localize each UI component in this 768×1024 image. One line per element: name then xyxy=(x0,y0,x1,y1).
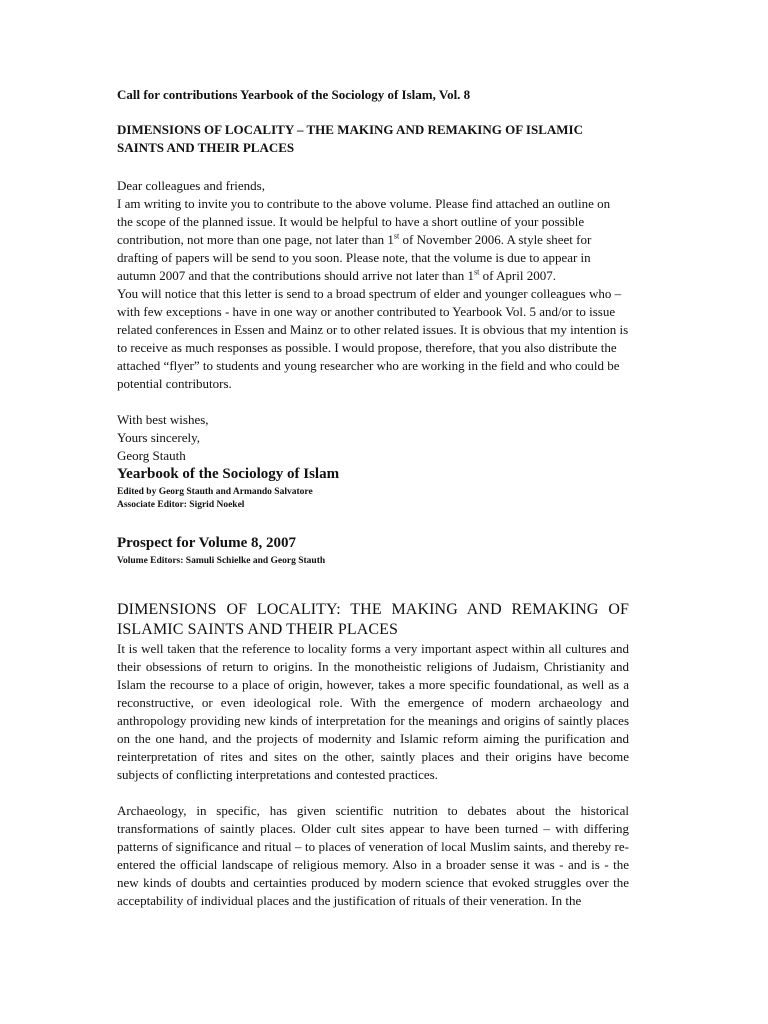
letter-body-2: You will notice that this letter is send to a broad spectrum of elder and younger colleagues who – with few exceptions - have in one way or another contributed to Yearbook Vol. 5 and/or to issue related conferences in Essen and Mainz or to other related issues. It is obvious that my intention is to receive as much responses as possible. I would propose, therefore, that you also distribute the attached “flyer” to students and young researcher who are working in the field and who could be potential contributors. xyxy=(117,286,629,391)
letter-body-1 xyxy=(117,195,629,285)
edited-by: Edited by Georg Stauth and Armando Salvatore xyxy=(117,487,313,497)
salutation: Dear colleagues and friends, xyxy=(117,178,265,193)
letter-body-1-c: of April 2007. xyxy=(479,268,556,283)
essay-paragraph-2: Archaeology, in specific, has given scientific nutrition to debates about the historical transformations of saintly places. Older cult sites appear to have been turned – with differing patterns of significance and ritual – to places of veneration of local Muslim saints, and thereby re-entered the official landscape of religious memory. Also in a broader sense it was - and is - the new kinds of doubts and certainties produced by modern science that evoked struggles over the acceptability of individual places and the justification of rituals of their veneration. In the xyxy=(117,803,629,908)
spacer xyxy=(117,393,629,411)
essay-title: DIMENSIONS OF LOCALITY: THE MAKING AND REMAKING OF ISLAMIC SAINTS AND THEIR PLACES xyxy=(117,601,629,638)
closing-line-1: With best wishes, xyxy=(117,412,209,427)
document-content xyxy=(117,86,629,910)
prospect-title: Prospect for Volume 8, 2007 xyxy=(117,535,297,551)
letter-body-1-sup-b: st xyxy=(474,267,480,277)
letter xyxy=(117,177,629,465)
letter-body-1-a: I am writing to invite you to contribute to the above volume. Please find attached an outline on the scope of the planned issue. It would be helpful to have a short outline of your possible contribution, not more than one page, not later than 1 xyxy=(117,196,611,247)
closing-line-2: Yours sincerely, xyxy=(117,430,201,445)
volume-editors: Volume Editors: Samuli Schielke and Georg Stauth xyxy=(117,556,326,566)
yearbook-title: Yearbook of the Sociology of Islam xyxy=(117,466,340,482)
associate-editor: Associate Editor: Sigrid Noekel xyxy=(117,500,245,510)
call-title: Call for contributions Yearbook of the Sociology of Islam, Vol. 8 xyxy=(117,87,471,102)
letter-body-1-b: of November 2006. A style sheet for drafting of papers will be send to you soon. Please note, that the volume is due to appear in autumn 2007 and that the contributions should arrive not later than 1 xyxy=(117,232,592,283)
letter-body-1-sup-a: st xyxy=(393,231,400,241)
signature: Georg Stauth xyxy=(117,448,186,463)
caps-title: DIMENSIONS OF LOCALITY – THE MAKING AND REMAKING OF ISLAMIC SAINTS AND THEIR PLACES xyxy=(117,122,584,155)
essay-paragraph-1: It is well taken that the reference to locality forms a very important aspect within all cultures and their obsessions of return to origins. In the monotheistic religions of Judaism, Christianity and Islam the recourse to a place of origin, however, takes a more specific foundational, as well as a reconstructive, or even ideological role. With the emergence of modern archaeology and anthropology providing new kinds of interpretation for the meanings and origins of saintly places on the one hand, and the projects of modernity and Islamic reform aiming the purification and reinterpretation of rites and sites on the other, saintly places and their origins have become subjects of conflicting interpretations and contested practices. xyxy=(117,641,629,782)
